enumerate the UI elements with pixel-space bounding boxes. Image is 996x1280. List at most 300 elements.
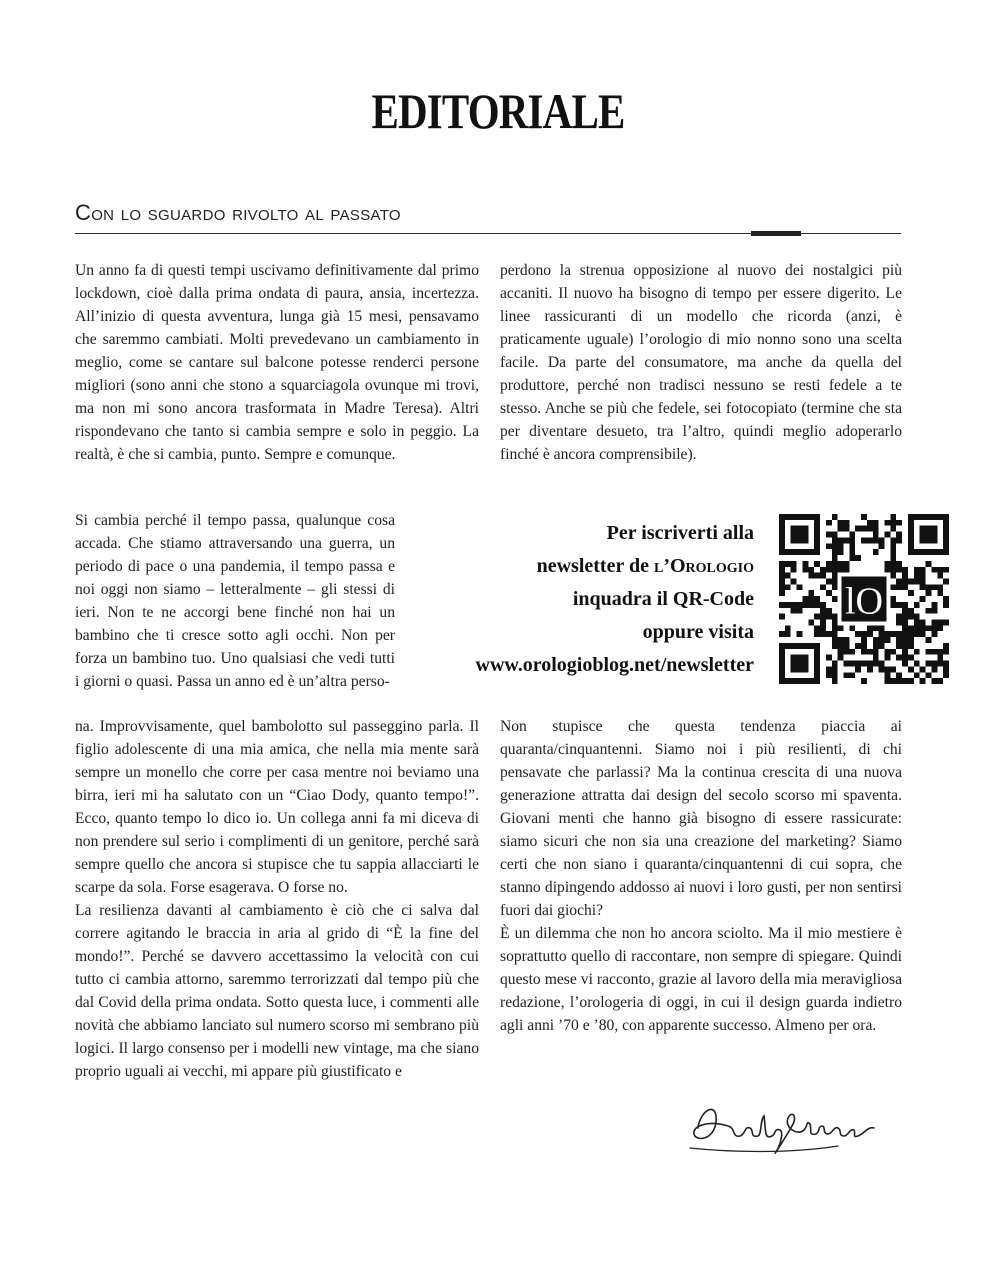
qr-module [832,637,838,643]
qr-module [867,666,873,672]
qr-module [896,614,902,620]
qr-module [867,625,873,631]
qr-logo: lO [844,580,884,623]
qr-module [843,661,849,667]
qr-module [873,649,879,655]
article-subtitle: Con lo sguardo rivolto al passato [75,200,401,225]
qr-module [890,567,896,573]
qr-module [931,584,937,590]
paragraph-text: na. Improvvisamente, quel bambolotto sul passeggino parla. Il figlio adolescente di una mia amica, che nella mia mente sarà sempre un monello che corre per casa mentre noi beviamo una birra, ieri mi ha salutato con un “Ciao Dody, quanto tempo!”. Ecco, quanto tempo lo dico io. Un collega anni fa mi diceva di non prendere sul serio i complimenti di un genitore, perché sarà sempre quello che ancora si stupisce che tu sappia allacciarti le scarpe da sola. Forse esagerava. O forse no. [75,718,479,896]
qr-module [838,549,844,555]
qr-module [931,567,937,573]
promo-text: newsletter de [536,555,654,577]
qr-module [908,637,914,643]
qr-module [902,608,908,614]
qr-module [832,561,838,567]
qr-module [832,614,838,620]
qr-module [814,602,820,608]
qr-module [896,655,902,661]
qr-module [808,602,814,608]
qr-module [867,661,873,667]
promo-line: oppure visita [642,621,754,643]
qr-module [843,526,849,532]
promo-line: inquadra il QR-Code [572,588,754,610]
qr-module [896,520,902,526]
qr-module [920,584,926,590]
qr-module [937,678,943,684]
qr-module [902,567,908,573]
qr-module [902,625,908,631]
qr-module [779,584,785,590]
qr-module [926,584,932,590]
qr-module [931,602,937,608]
qr-module [838,643,844,649]
qr-module [908,590,914,596]
qr-module [885,666,891,672]
qr-module [849,543,855,549]
qr-module [779,631,785,637]
qr-module [914,649,920,655]
qr-code-icon[interactable] [779,514,949,684]
qr-module [937,625,943,631]
qr-module [914,620,920,626]
qr-module [885,631,891,637]
qr-module [937,649,943,655]
qr-module [879,625,885,631]
qr-module [838,537,844,543]
qr-module [931,649,937,655]
qr-module [861,643,867,649]
qr-module [832,567,838,573]
qr-module [832,573,838,579]
qr-module [890,602,896,608]
qr-module [820,608,826,614]
qr-module [890,584,896,590]
qr-module [820,620,826,626]
qr-module [890,649,896,655]
qr-module [937,584,943,590]
qr-module [855,555,861,561]
qr-module [849,549,855,555]
qr-module [920,625,926,631]
qr-module [890,678,896,684]
qr-module [843,672,849,678]
article-paragraph [75,509,395,693]
qr-module [838,543,844,549]
qr-module [943,567,949,573]
qr-module [879,543,885,549]
qr-module [943,661,949,667]
qr-module [820,614,826,620]
qr-module [937,590,943,596]
qr-module [843,537,849,543]
qr-module [885,649,891,655]
qr-module [826,590,832,596]
qr-module [937,573,943,579]
qr-module [826,666,832,672]
qr-module [826,543,832,549]
article-paragraph [500,259,902,466]
qr-module [832,678,838,684]
qr-module [885,678,891,684]
qr-module [779,590,785,596]
qr-module [814,561,820,567]
qr-module [791,561,797,567]
qr-module [902,661,908,667]
qr-module [867,631,873,637]
qr-module [902,637,908,643]
qr-module [926,672,932,678]
qr-module [885,655,891,661]
qr-module [826,567,832,573]
qr-module [926,590,932,596]
qr-module [861,661,867,667]
qr-module [785,584,791,590]
qr-module [873,526,879,532]
qr-module [791,578,797,584]
qr-module [914,573,920,579]
qr-module [937,620,943,626]
qr-module [885,520,891,526]
qr-module [838,526,844,532]
qr-module [791,602,797,608]
qr-module [814,625,820,631]
qr-module [802,561,808,567]
qr-module [914,602,920,608]
qr-module [832,672,838,678]
qr-module [914,625,920,631]
qr-module [896,672,902,678]
qr-module [861,514,867,520]
qr-module [814,596,820,602]
qr-module [879,666,885,672]
article-paragraph [75,259,479,466]
qr-module [849,555,855,561]
qr-module [855,666,861,672]
qr-module [873,643,879,649]
qr-module [931,625,937,631]
qr-module [873,625,879,631]
qr-module [937,655,943,661]
qr-module [902,678,908,684]
qr-module [920,573,926,579]
qr-module [867,526,873,532]
qr-module [926,649,932,655]
qr-module [937,661,943,667]
qr-module [779,614,785,620]
qr-module [885,637,891,643]
qr-module [902,620,908,626]
qr-module [826,608,832,614]
qr-module [879,637,885,643]
qr-module [908,614,914,620]
paragraph-text: perdono la strenua opposizione al nuovo dei nostalgici più accaniti. Il nuovo ha bisogno di tempo per essere digerito. Le linee rassicuranti di un modello che ricorda (anzi, è praticamente uguale) l’orologio di mio nonno sono una scelta facile. Da parte del consumatore, ma anche da quella del produttore, perché non tradisci nessuno se resti fedele a te stesso. Anche se più che fedele, sei fotocopiato (termine che sta per diventare desueto, tra l’altro, quindi meglio adoperarlo finché è ancora comprensibile). [500,262,902,463]
qr-module [785,561,791,567]
qr-module [943,620,949,626]
divider-accent [751,231,801,236]
qr-module [861,649,867,655]
qr-module [814,573,820,579]
qr-module [902,578,908,584]
qr-module [931,666,937,672]
qr-module [820,573,826,579]
qr-module [832,625,838,631]
page-title: EDITORIALE [371,83,625,139]
qr-module [890,555,896,561]
qr-module [926,661,932,667]
promo-line: Per iscriverti alla [606,522,754,544]
qr-module [832,514,838,520]
qr-module [890,543,896,549]
qr-module [890,549,896,555]
qr-module [920,678,926,684]
qr-module [885,532,891,538]
qr-module [896,602,902,608]
qr-module [832,643,838,649]
qr-module [879,643,885,649]
qr-module [785,602,791,608]
article-paragraph [75,715,479,1083]
qr-module [931,661,937,667]
qr-module [943,672,949,678]
qr-module [902,643,908,649]
qr-module [832,620,838,626]
article-paragraph [500,715,902,1037]
paragraph-text: Non stupisce che questa tendenza piaccia ai quaranta/cinquantenni. Siamo noi i più resilienti, di chi pensavate che parlassi? Ma la continua crescita di una nuova generazione attratta dai design del secolo scorso mi spaventa. Giovani menti che hanno già bisogno di essere rassicurate: siamo sicuri che non sia una creazione del marketing? Siamo certi che non siano i quaranta/cinquantenni di cui sopra, che stanno dipingendo addosso ai nuovi i loro gusti, per non sentirsi fuori dai giochi? [500,718,902,919]
qr-module [826,520,832,526]
qr-module [820,567,826,573]
qr-module [926,625,932,631]
qr-module [873,537,879,543]
qr-module [890,514,896,520]
qr-module [902,655,908,661]
qr-module [885,672,891,678]
qr-module [808,573,814,579]
qr-module [885,561,891,567]
qr-module [943,649,949,655]
qr-module [779,561,785,567]
qr-module [931,678,937,684]
qr-module [920,578,926,584]
qr-module [820,625,826,631]
qr-module [879,631,885,637]
qr-module [785,625,791,631]
paragraph-text: Un anno fa di questi tempi uscivamo definitivamente dal primo lockdown, cioè dalla prima ondata di paura, ansia, incertezza. All’inizio di questa avventura, lunga già 15 mesi, pensavamo che saremmo cambiati. Molti prevedevano un cambiamento in meglio, come se cantare sul balcone potesse renderci persone migliori (sono anni che stono a squarciagola ovunque mi trovi, ma non mi sono ancora trasformata in Madre Teresa). Altri rispondevano che tanto si cambia sempre e solo in peggio. La realtà, è che si cambia, punto. Sempre e comunque. [75,262,479,463]
qr-module [908,666,914,672]
qr-module [832,666,838,672]
qr-module [896,643,902,649]
qr-module [896,578,902,584]
qr-module [908,678,914,684]
qr-module [902,602,908,608]
qr-module [943,578,949,584]
qr-module [861,678,867,684]
qr-module [890,537,896,543]
qr-module [849,661,855,667]
qr-module [779,567,785,573]
qr-module [779,573,785,579]
qr-module [908,608,914,614]
qr-module [838,561,844,567]
qr-module [832,584,838,590]
qr-module [943,666,949,672]
qr-module [855,631,861,637]
qr-module [937,567,943,573]
qr-module [855,661,861,667]
qr-module [779,578,785,584]
qr-module [914,661,920,667]
qr-module [920,666,926,672]
qr-module [890,573,896,579]
qr-module [849,625,855,631]
qr-module [896,637,902,643]
qr-module [861,631,867,637]
paragraph-text: Si cambia perché il tempo passa, qualunque cosa accada. Che stiamo attraversando una guerra, un periodo di pace o una pandemia, il tempo passa e noi oggi non siamo – letteralmente – gli stessi di ieri. Non te ne accorgi bene finché non hai un bambino che ti cresce sotto agli occhi. Non per forza un bambino tuo. Uno qualsiasi che vedi tutti i giorni o quasi. Passa un anno ed è un’altra perso- [75,512,395,690]
qr-module [838,637,844,643]
qr-module [861,637,867,643]
qr-module [890,526,896,532]
qr-module [838,567,844,573]
qr-module [896,678,902,684]
qr-module [914,631,920,637]
qr-module [890,520,896,526]
qr-module [832,661,838,667]
qr-module [926,637,932,643]
qr-module [802,596,808,602]
qr-module [896,537,902,543]
qr-module [832,543,838,549]
qr-module [908,625,914,631]
qr-module [826,561,832,567]
qr-module [843,643,849,649]
qr-module [867,537,873,543]
qr-module [867,520,873,526]
qr-module [873,655,879,661]
qr-module [832,631,838,637]
qr-module [843,520,849,526]
qr-module [826,532,832,538]
qr-module [902,649,908,655]
qr-module [791,608,797,614]
qr-module [908,631,914,637]
qr-module [873,661,879,667]
qr-module [914,672,920,678]
qr-module [914,567,920,573]
qr-module [820,584,826,590]
qr-module [926,608,932,614]
qr-module [832,537,838,543]
promo-brand: l’Orologio [653,555,754,577]
qr-module [943,596,949,602]
qr-module [920,596,926,602]
qr-module [914,614,920,620]
qr-module [908,643,914,649]
qr-module [861,537,867,543]
qr-module [826,672,832,678]
qr-module [943,602,949,608]
qr-module [820,631,826,637]
qr-module [843,637,849,643]
qr-module [832,555,838,561]
qr-module [855,643,861,649]
qr-module [908,655,914,661]
qr-module [890,596,896,602]
qr-module [931,608,937,614]
qr-module [849,532,855,538]
qr-module [873,549,879,555]
promo-line [410,550,754,583]
qr-module [838,625,844,631]
qr-module [779,602,785,608]
qr-module [896,631,902,637]
qr-module [896,561,902,567]
qr-module [843,567,849,573]
qr-module [908,578,914,584]
qr-module [902,614,908,620]
qr-module [943,643,949,649]
qr-module [808,596,814,602]
qr-module [879,661,885,667]
qr-module [867,649,873,655]
qr-module [902,631,908,637]
qr-module [820,602,826,608]
qr-module [879,537,885,543]
qr-module [914,578,920,584]
qr-module [808,620,814,626]
qr-module [902,573,908,579]
qr-module [849,649,855,655]
qr-module [797,608,803,614]
signature-icon [688,1090,888,1160]
qr-module [832,532,838,538]
qr-module [931,631,937,637]
qr-module [797,602,803,608]
qr-module [843,649,849,655]
qr-module [826,655,832,661]
qr-module [855,526,861,532]
qr-module [802,567,808,573]
qr-module [832,596,838,602]
qr-module [785,573,791,579]
qr-module [791,567,797,573]
qr-module [849,537,855,543]
qr-module [814,631,820,637]
qr-module [832,578,838,584]
qr-module [885,567,891,573]
qr-module [890,631,896,637]
qr-module [902,584,908,590]
qr-module [849,672,855,678]
qr-module [896,620,902,626]
qr-module [896,567,902,573]
qr-module [832,549,838,555]
qr-module [814,614,820,620]
qr-module [920,620,926,626]
qr-module [926,561,932,567]
qr-module [890,666,896,672]
qr-module [896,532,902,538]
qr-module [920,567,926,573]
newsletter-promo [410,517,754,682]
qr-module [838,649,844,655]
qr-module [808,567,814,573]
qr-module [826,578,832,584]
newsletter-link[interactable]: www.orologioblog.net/newsletter [475,654,754,676]
qr-module [838,520,844,526]
qr-module [890,561,896,567]
qr-module [931,620,937,626]
qr-module [797,631,803,637]
